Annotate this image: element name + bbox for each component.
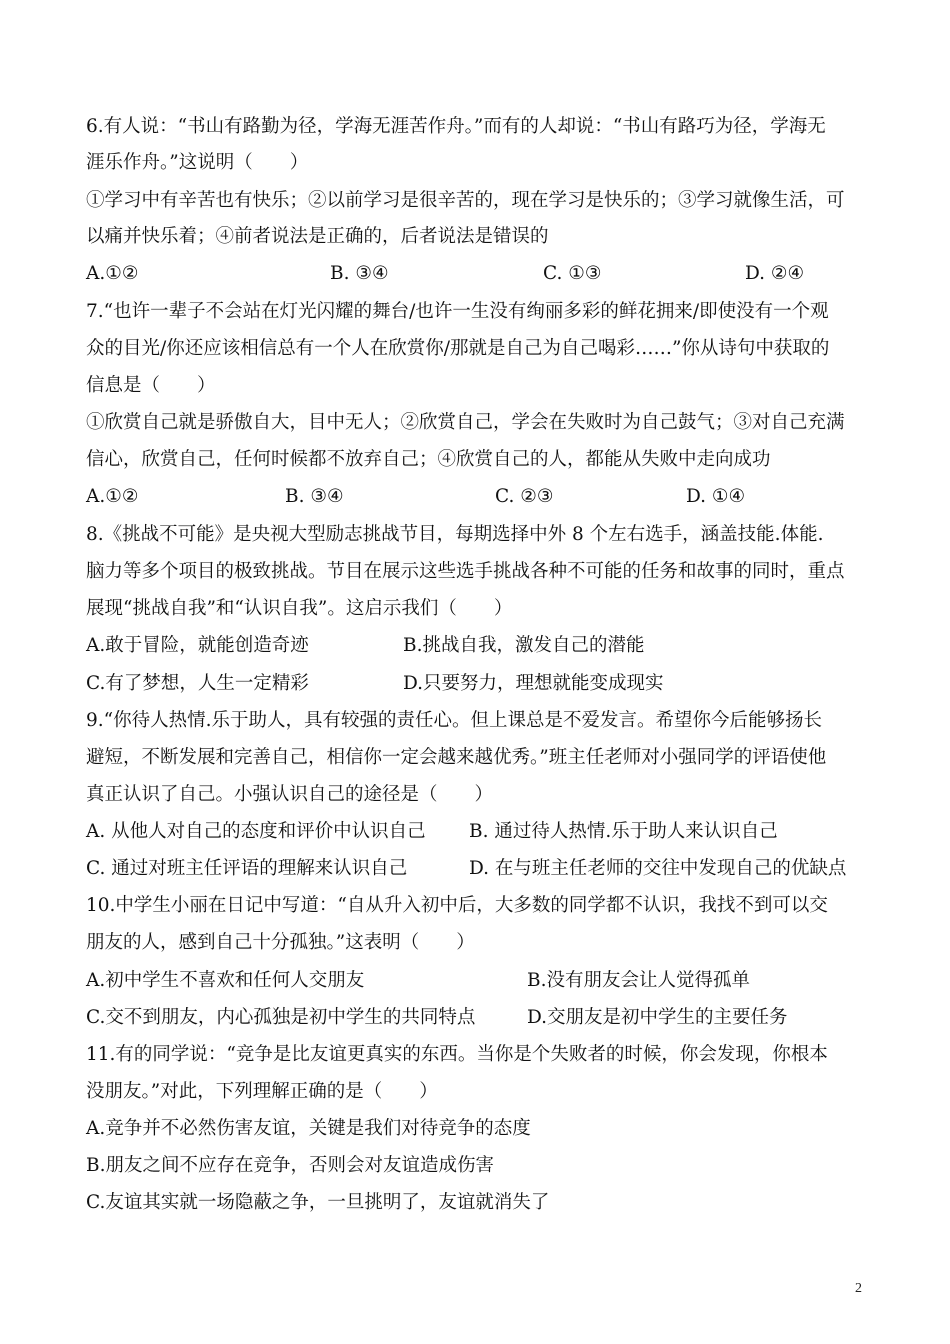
q10-stem-line2: 朋友的人，感到自己十分孤独。”这表明（ ）	[86, 932, 475, 953]
q6-option-c: C. ①③	[543, 263, 602, 284]
q7-items-line2: 信心，欣赏自己，任何时候都不放弃自己；④欣赏自己的人，都能从失败中走向成功	[86, 449, 771, 470]
q6-option-b: B. ③④	[330, 263, 389, 284]
q6-option-d: D. ②④	[745, 263, 805, 284]
q7-stem-line3: 信息是（ ）	[86, 375, 216, 396]
q10-option-c: C.交不到朋友，内心孤独是初中学生的共同特点	[86, 1007, 476, 1028]
q10-option-b: B.没有朋友会让人觉得孤单	[527, 970, 750, 991]
q7-stem-line1: 7.“也许一辈子不会站在灯光闪耀的舞台/也许一生没有绚丽多彩的鲜花拥来/即使没有一个观	[86, 301, 829, 322]
q11-option-a: A.竞争并不必然伤害友谊，关键是我们对待竞争的态度	[86, 1118, 531, 1139]
q7-stem-line2: 众的目光/你还应该相信总有一个人在欣赏你/那就是自己为自己喝彩……”你从诗句中获取的	[86, 338, 830, 359]
q11-stem-line2: 没朋友。”对此，下列理解正确的是（ ）	[86, 1081, 438, 1102]
q7-option-b: B. ③④	[285, 486, 344, 507]
q6-items-line2: 以痛并快乐着；④前者说法是正确的，后者说法是错误的	[86, 226, 549, 247]
q9-option-d: D. 在与班主任老师的交往中发现自己的优缺点	[469, 858, 847, 879]
q7-option-c: C. ②③	[495, 486, 554, 507]
q6-stem-line1: 6.有人说：“书山有路勤为径，学海无涯苦作舟。”而有的人却说：“书山有路巧为径，学海无	[86, 116, 826, 137]
q10-stem-line1: 10.中学生小丽在日记中写道：“自从升入初中后，大多数的同学都不认识，我找不到可以交	[86, 895, 828, 916]
q8-option-b: B.挑战自我，激发自己的潜能	[403, 635, 645, 656]
q9-stem-line3: 真正认识了自己。小强认识自己的途径是（ ）	[86, 784, 494, 805]
q6-stem-line2: 涯乐作舟。”这说明（ ）	[86, 152, 309, 173]
q8-option-c: C.有了梦想，人生一定精彩	[86, 673, 309, 694]
q11-option-b: B.朋友之间不应存在竞争，否则会对友谊造成伤害	[86, 1155, 494, 1176]
q6-option-a: A.①②	[86, 263, 139, 284]
q11-stem-line1: 11.有的同学说：“竞争是比友谊更真实的东西。当你是个失败者的时候，你会发现，你根本	[86, 1044, 828, 1065]
q8-stem-line1: 8.《挑战不可能》是央视大型励志挑战节目，每期选择中外 8 个左右选手，涵盖技能.体能.	[86, 524, 824, 545]
q9-stem-line1: 9.“你待人热情.乐于助人，具有较强的责任心。但上课总是不爱发言。希望你今后能够扬长	[86, 710, 822, 731]
q8-stem-line3: 展现“挑战自我”和“认识自我”。这启示我们（ ）	[86, 598, 513, 619]
q11-option-c: C.友谊其实就一场隐蔽之争，一旦挑明了，友谊就消失了	[86, 1192, 550, 1213]
q9-option-b: B. 通过待人热情.乐于助人来认识自己	[469, 821, 778, 842]
q6-items-line1: ①学习中有辛苦也有快乐；②以前学习是很辛苦的，现在学习是快乐的；③学习就像生活，可	[86, 190, 845, 211]
page-number: 2	[855, 1281, 862, 1296]
q10-option-d: D.交朋友是初中学生的主要任务	[527, 1007, 788, 1028]
q7-option-a: A.①②	[86, 486, 139, 507]
q7-option-d: D. ①④	[686, 486, 746, 507]
q10-option-a: A.初中学生不喜欢和任何人交朋友	[86, 970, 365, 991]
q9-option-c: C. 通过对班主任评语的理解来认识自己	[86, 858, 408, 879]
q8-option-a: A.敢于冒险，就能创造奇迹	[86, 635, 309, 656]
q8-stem-line2: 脑力等多个项目的极致挑战。节目在展示这些选手挑战各种不可能的任务和故事的同时，重点	[86, 561, 845, 582]
q8-option-d: D.只要努力，理想就能变成现实	[403, 673, 664, 694]
q7-items-line1: ①欣赏自己就是骄傲自大，目中无人；②欣赏自己，学会在失败时为自己鼓气；③对自己充满	[86, 412, 845, 433]
q9-stem-line2: 避短，不断发展和完善自己，相信你一定会越来越优秀。”班主任老师对小强同学的评语使他	[86, 747, 827, 768]
q9-option-a: A. 从他人对自己的态度和评价中认识自己	[86, 821, 426, 842]
